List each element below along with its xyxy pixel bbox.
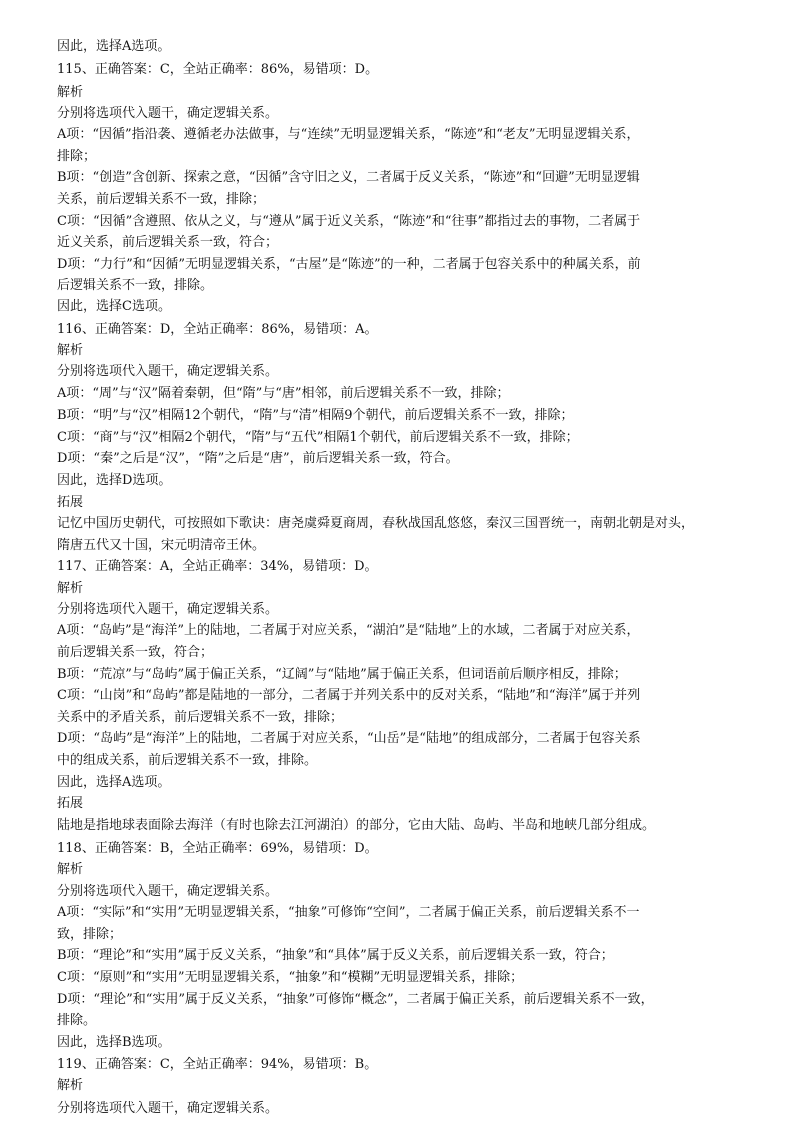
section-heading-analysis: 解析 <box>57 343 84 358</box>
answer-summary-line: 115、正确答案：C，全站正确率：86%，易错项：D。 <box>57 62 379 77</box>
conclusion-line: 因此，选择A选项。 <box>57 775 171 790</box>
text-line: 近义关系，前后逻辑关系一致，符合； <box>57 235 279 250</box>
text-line: 后逻辑关系不一致，排除。 <box>57 278 214 293</box>
option-analysis-line: D项：“理论”和“实用”属于反义关系，“抽象”可修饰“概念”，二者属于偏正关系，前后逻辑关系不一致， <box>57 992 654 1007</box>
text-line: 分别将选项代入题干，确定逻辑关系。 <box>57 884 279 899</box>
section-heading-analysis: 解析 <box>57 1078 84 1093</box>
text-line: 关系，前后逻辑关系不一致，排除； <box>57 192 266 207</box>
option-analysis-line: B项：“理论”和“实用”属于反义关系，“抽象”和“具体”属于反义关系，前后逻辑关系一致，符合； <box>57 948 614 963</box>
option-analysis-line: C项：“原则”和“实用”无明显逻辑关系，“抽象”和“模糊”无明显逻辑关系，排除； <box>57 970 524 985</box>
text-line: 排除。 <box>57 1013 97 1028</box>
option-analysis-line: B项：“荒凉”与“岛屿”属于偏正关系，“辽阔”与“陆地”属于偏正关系，但词语前后顺序相反，排除； <box>57 667 627 682</box>
option-analysis-line: C项：“因循”含遵照、依从之义，与“遵从”属于近义关系，“陈迹”和“往事”都指过去的事物，二者属于 <box>57 214 641 229</box>
text-line: 中的组成关系，前后逻辑关系不一致，排除。 <box>57 753 318 768</box>
text-line: 分别将选项代入题干，确定逻辑关系。 <box>57 106 279 121</box>
text-line: 隋唐五代又十国，宋元明清帝王休。 <box>57 538 266 553</box>
conclusion-line: 因此，选择D选项。 <box>57 473 172 488</box>
option-analysis-line: A项：“周”与“汉”隔着秦朝，但“隋”与“唐”相邻，前后逻辑关系不一致，排除； <box>57 386 510 401</box>
text-line: 分别将选项代入题干，确定逻辑关系。 <box>57 602 279 617</box>
conclusion-line: 因此，选择A选项。 <box>57 39 171 54</box>
section-heading-extension: 拓展 <box>57 796 84 811</box>
answer-summary-line: 118、正确答案：B，全站正确率：69%，易错项：D。 <box>57 841 378 856</box>
option-analysis-line: B项：“创造”含创新、探索之意，“因循”含守旧之义，二者属于反义关系，“陈迹”和“回避”无明显逻辑 <box>57 170 640 185</box>
text-line: 记忆中国历史朝代，可按照如下歌诀：唐尧虞舜夏商周，春秋战国乱悠悠，秦汉三国晋统一，南朝北朝是对头， <box>57 516 695 531</box>
option-analysis-line: C项：“山岗”和“岛屿”都是陆地的一部分，二者属于并列关系中的反对关系，“陆地”和“海洋”属于并列 <box>57 688 641 703</box>
option-analysis-line: D项：“岛屿”是“海洋”上的陆地，二者属于对应关系，“山岳”是“陆地”的组成部分，二者属于包容关系 <box>57 731 641 746</box>
text-line: 分别将选项代入题干，确定逻辑关系。 <box>57 1101 279 1116</box>
text-line: 致，排除； <box>57 927 123 942</box>
section-heading-analysis: 解析 <box>57 85 84 100</box>
answer-summary-line: 117、正确答案：A，全站正确率：34%，易错项：D。 <box>57 559 378 574</box>
section-heading-analysis: 解析 <box>57 862 84 877</box>
option-analysis-line: D项：“力行”和“因循”无明显逻辑关系，“古屋”是“陈迹”的一种，二者属于包容关系中的种属关系，前 <box>57 257 641 272</box>
option-analysis-line: C项：“商”与“汉”相隔2个朝代，“隋”与“五代”相隔1个朝代，前后逻辑关系不一致，排除； <box>57 430 579 445</box>
answer-summary-line: 116、正确答案：D，全站正确率：86%，易错项：A。 <box>57 322 378 337</box>
text-line: 分别将选项代入题干，确定逻辑关系。 <box>57 364 279 379</box>
section-heading-extension: 拓展 <box>57 495 84 510</box>
conclusion-line: 因此，选择C选项。 <box>57 299 171 314</box>
text-line: 排除； <box>57 149 97 164</box>
answer-summary-line: 119、正确答案：C，全站正确率：94%，易错项：B。 <box>57 1057 378 1072</box>
section-heading-analysis: 解析 <box>57 581 84 596</box>
option-analysis-line: D项：“秦”之后是“汉”，“隋”之后是“唐”，前后逻辑关系一致，符合。 <box>57 451 459 466</box>
text-line: 陆地是指地球表面除去海洋（有时也除去江河湖泊）的部分，它由大陆、岛屿、半岛和地峡几部分组成。 <box>57 818 656 833</box>
text-line: 前后逻辑关系一致，符合； <box>57 645 214 660</box>
option-analysis-line: A项：“岛屿”是“海洋”上的陆地，二者属于对应关系，“湖泊”是“陆地”上的水域，二者属于对应关系， <box>57 623 640 638</box>
option-analysis-line: A项：“实际”和“实用”无明显逻辑关系，“抽象”可修饰“空间”，二者属于偏正关系，前后逻辑关系不一 <box>57 905 640 920</box>
conclusion-line: 因此，选择B选项。 <box>57 1035 171 1050</box>
option-analysis-line: B项：“明”与“汉”相隔12个朝代，“隋”与“清”相隔9个朝代，前后逻辑关系不一致，排除； <box>57 408 574 423</box>
option-analysis-line: A项：“因循”指沿袭、遵循老办法做事，与“连续”无明显逻辑关系，“陈迹”和“老友”无明显逻辑关系， <box>57 127 640 142</box>
text-line: 关系中的矛盾关系，前后逻辑关系不一致，排除； <box>57 710 344 725</box>
